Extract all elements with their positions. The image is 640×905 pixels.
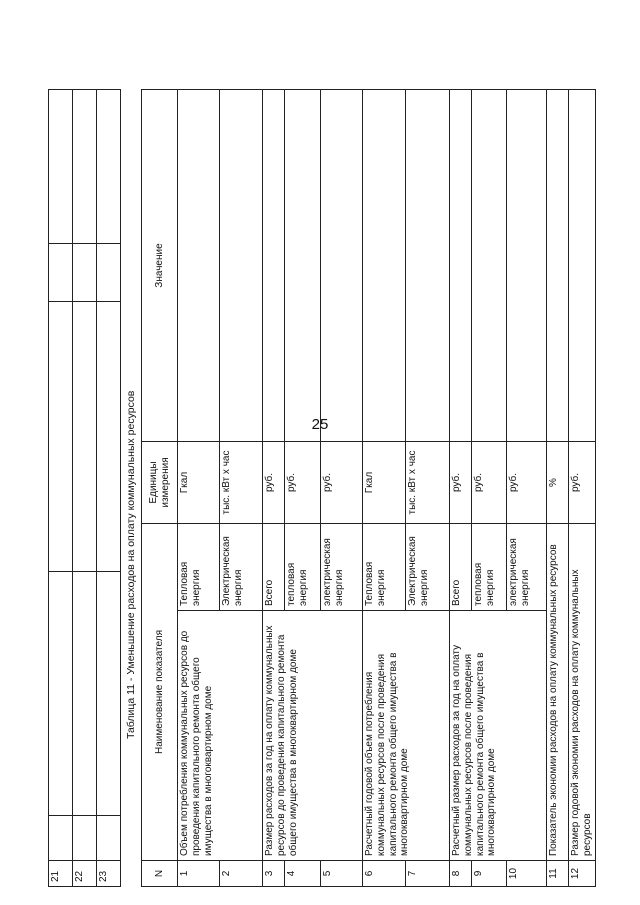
row-subcategory: Электрическая энергия: [406, 524, 450, 611]
row-subcategory: тепловая энергия: [472, 524, 507, 611]
row-value: [569, 90, 596, 442]
row-value: [285, 90, 321, 442]
row-number: 6: [363, 861, 406, 887]
row-number: 11: [547, 861, 569, 887]
row-unit: Гкал: [178, 442, 220, 524]
row-unit: руб.: [321, 442, 363, 524]
row-subcategory: электрическая энергия: [321, 524, 363, 611]
row-number: 12: [569, 861, 596, 887]
row-value: [547, 90, 569, 442]
row-value: [178, 90, 220, 442]
row-unit: Гкал: [363, 442, 406, 524]
table-row: [569, 90, 596, 887]
row-name: Размер расходов за год на оплату коммунальных ресурсов до проведения капитального ремонта общего имущества в многоквартирном доме: [263, 611, 363, 861]
table-header-row: [142, 90, 178, 887]
table-row: [547, 90, 569, 887]
row-subcategory: Электрическая энергия: [220, 524, 263, 611]
row-unit: тыс. кВт х час: [406, 442, 450, 524]
row-number: 4: [285, 861, 321, 887]
row-number: 5: [321, 861, 363, 887]
row-number: 22: [73, 861, 97, 887]
row-value: [450, 90, 472, 442]
page-number: 25: [311, 416, 329, 433]
row-subcategory: Всего: [450, 524, 472, 611]
row-unit: руб.: [472, 442, 507, 524]
row-unit: руб.: [450, 442, 472, 524]
row-unit: тыс. кВт х час: [220, 442, 263, 524]
table-row: [73, 90, 97, 887]
row-value: [406, 90, 450, 442]
row-subcategory: тепловая энергия: [285, 524, 321, 611]
row-subcategory: Тепловая энергия: [363, 524, 406, 611]
row-name: Расчетный размер расходов за год на оплату коммунальных ресурсов после проведения капитального ремонта общего имущества в многоквартирном доме: [450, 611, 547, 861]
row-name: Показатель экономии расходов на оплату коммунальных ресурсов: [547, 524, 569, 861]
table-row: [178, 90, 220, 887]
row-value: [507, 90, 547, 442]
table-row: [363, 90, 406, 887]
table-row: [49, 90, 73, 887]
rotated-page-content: [48, 90, 600, 887]
row-subcategory: Тепловая энергия: [178, 524, 220, 611]
header-num: N: [142, 861, 178, 887]
header-value: Значение: [142, 90, 178, 442]
table-row: [450, 90, 472, 887]
row-number: 2: [220, 861, 263, 887]
row-value: [263, 90, 285, 442]
continuation-table: [48, 89, 121, 887]
utility-savings-table: [141, 89, 596, 887]
row-unit: руб.: [507, 442, 547, 524]
row-value: [472, 90, 507, 442]
row-number: 7: [406, 861, 450, 887]
row-number: 21: [49, 861, 73, 887]
table-caption: Таблица 11 - Уменьшение расходов на оплату коммунальных ресурсов: [125, 390, 137, 739]
row-value: [363, 90, 406, 442]
table-row: [97, 90, 121, 887]
header-name: Наименование показателя: [142, 524, 178, 861]
table-row: [263, 90, 285, 887]
row-number: 1: [178, 861, 220, 887]
row-unit: %: [547, 442, 569, 524]
row-number: 23: [97, 861, 121, 887]
row-subcategory: электрическая энергия: [507, 524, 547, 611]
header-unit: Единицы измерения: [142, 442, 178, 524]
row-value: [321, 90, 363, 442]
row-name: Объем потребления коммунальных ресурсов до проведения капитального ремонта общего имущества в многоквартирном доме: [178, 611, 263, 861]
row-unit: руб.: [263, 442, 285, 524]
row-number: 8: [450, 861, 472, 887]
row-number: 9: [472, 861, 507, 887]
row-value: [220, 90, 263, 442]
row-unit: руб.: [285, 442, 321, 524]
row-name: Размер годовой экономии расходов на оплату коммунальных ресурсов: [569, 524, 596, 861]
row-number: 3: [263, 861, 285, 887]
row-number: 10: [507, 861, 547, 887]
row-unit: руб.: [569, 442, 596, 524]
row-name: Расчетный годовой объем потребления коммунальных ресурсов после проведения капитального ремонта общего имущества в многоквартирном доме: [363, 611, 450, 861]
row-subcategory: Всего: [263, 524, 285, 611]
